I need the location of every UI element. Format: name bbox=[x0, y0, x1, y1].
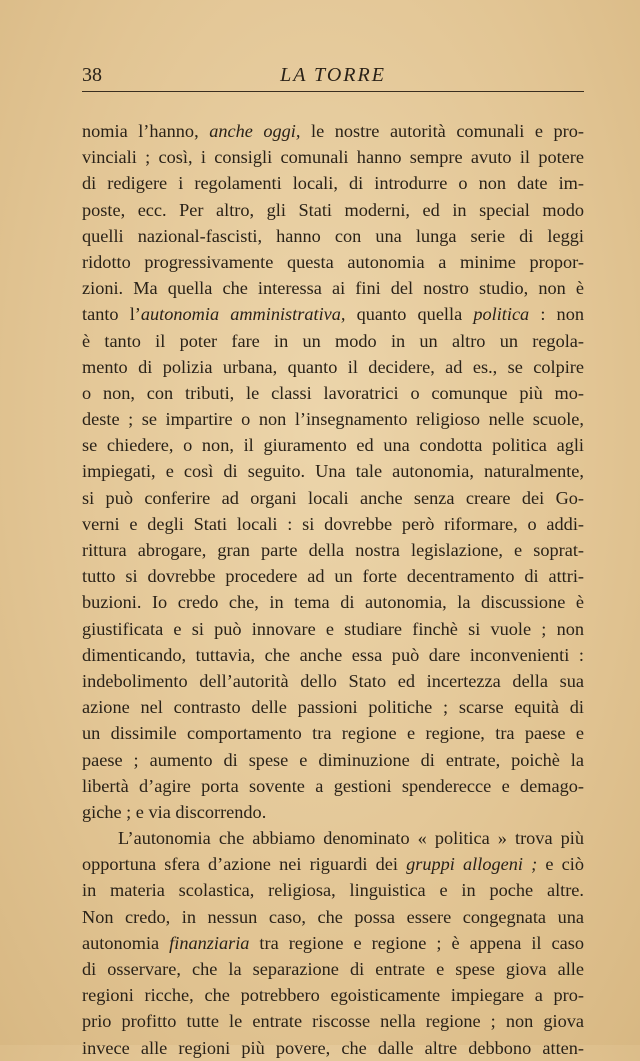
text-segment: Non credo, in nessun caso, che possa essere congegnata una bbox=[82, 906, 584, 927]
text-segment: tutto si dovrebbe procedere ad un forte decentramento di attri- bbox=[82, 566, 584, 587]
text-line bbox=[82, 249, 584, 275]
text-segment: indebolimento dell’autorità dello Stato ed incertezza della sua bbox=[82, 670, 584, 691]
text-line bbox=[82, 511, 584, 537]
text-line bbox=[82, 956, 584, 982]
text-segment: verni e degli Stati locali : si dovrebbe però riformare, o addi- bbox=[82, 513, 584, 534]
text-segment: quanto quella bbox=[345, 304, 474, 325]
text-segment: le nostre autorità comunali e pro- bbox=[300, 121, 584, 141]
text-line bbox=[82, 930, 584, 956]
italic-segment: finanziaria bbox=[169, 932, 250, 953]
text-segment: tra regione e regione ; è appena il caso bbox=[249, 932, 584, 953]
text-segment: e ciò bbox=[537, 854, 584, 875]
text-line bbox=[82, 799, 584, 825]
text-line bbox=[82, 354, 584, 380]
text-line bbox=[82, 773, 584, 799]
italic-segment: anche oggi, bbox=[209, 121, 301, 141]
paragraph-2 bbox=[82, 825, 584, 1061]
text-segment: deste ; se impartire o non l’insegnamento religioso nelle scuole, bbox=[82, 409, 584, 430]
text-segment: libertà d’agire porta sovente a gestioni spenderecce e demago- bbox=[82, 775, 584, 796]
text-line bbox=[82, 877, 584, 903]
text-line bbox=[82, 380, 584, 406]
page-number: 38 bbox=[82, 64, 102, 86]
text-segment: quelli nazional-fascisti, hanno con una lunga serie di leggi bbox=[82, 225, 584, 246]
text-segment: nomia l’hanno, bbox=[82, 121, 210, 141]
text-segment: buzioni. Io credo che, in tema di autonomia, la discussione è bbox=[82, 592, 584, 613]
text-segment: impiegati, e così di seguito. Una tale autonomia, naturalmente, bbox=[82, 461, 584, 482]
italic-segment: autonomia amministrativa, bbox=[140, 304, 346, 325]
text-line bbox=[82, 589, 584, 615]
text-segment: è tanto il poter fare in un modo in un altro un regola- bbox=[82, 330, 584, 351]
text-line bbox=[82, 747, 584, 773]
text-segment: mento di polizia urbana, quanto il decidere, ad es., se colpire bbox=[82, 356, 584, 377]
header-rule bbox=[82, 91, 584, 92]
text-segment: di osservare, che la separazione di entrate e spese giova alle bbox=[82, 959, 584, 979]
text-segment: : non bbox=[529, 304, 584, 325]
body-text bbox=[82, 118, 584, 1061]
text-line bbox=[82, 720, 584, 746]
running-title: LA TORRE bbox=[280, 64, 386, 86]
text-segment: giche ; e via discorrendo. bbox=[82, 801, 267, 822]
text-line bbox=[82, 537, 584, 563]
italic-segment: politica bbox=[473, 304, 530, 325]
text-line bbox=[82, 406, 584, 432]
text-line bbox=[82, 118, 584, 144]
text-line bbox=[82, 275, 584, 301]
text-line bbox=[82, 197, 584, 223]
text-segment: L’autonomia che abbiamo denominato « politica » trova più bbox=[118, 828, 584, 849]
text-line bbox=[82, 563, 584, 589]
text-segment: in materia scolastica, religiosa, linguistica e in poche altre. bbox=[82, 880, 584, 901]
text-line bbox=[82, 851, 584, 877]
text-segment: o non, con tributi, le classi lavoratrici o comunque più mo- bbox=[82, 382, 584, 403]
text-line bbox=[82, 825, 584, 851]
text-line bbox=[82, 144, 584, 170]
text-segment: poste, ecc. Per altro, gli Stati moderni, ed in special modo bbox=[82, 199, 584, 220]
text-line bbox=[82, 904, 584, 930]
text-segment: opportuna sfera d’azione nei riguardi dei bbox=[82, 854, 407, 875]
text-line bbox=[82, 1035, 584, 1061]
text-line bbox=[82, 694, 584, 720]
text-segment: zioni. Ma quella che interessa ai fini del nostro studio, non è bbox=[82, 278, 584, 299]
text-line bbox=[82, 458, 584, 484]
paragraph-1 bbox=[82, 118, 584, 825]
text-segment: tanto l’ bbox=[82, 304, 141, 325]
text-segment: di redigere i regolamenti locali, di introdurre o non date im- bbox=[82, 173, 584, 194]
page-header bbox=[82, 62, 584, 90]
text-segment: invece alle regioni più povere, che dalle altre debbono atten- bbox=[82, 1037, 584, 1058]
text-segment: paese ; aumento di spese e diminuzione di entrate, poichè la bbox=[82, 749, 584, 770]
text-line bbox=[82, 982, 584, 1008]
text-line bbox=[82, 223, 584, 249]
text-line bbox=[82, 642, 584, 668]
text-line bbox=[82, 668, 584, 694]
text-segment: dimenticando, tuttavia, che anche essa può dare inconvenienti : bbox=[82, 644, 584, 665]
text-line bbox=[82, 301, 584, 327]
text-line bbox=[82, 616, 584, 642]
text-line bbox=[82, 328, 584, 354]
text-line bbox=[82, 1008, 584, 1034]
italic-segment: gruppi allogeni ; bbox=[406, 854, 538, 875]
text-segment: se chiedere, o non, il giuramento ed una condotta politica agli bbox=[82, 435, 584, 456]
text-segment: vinciali ; così, i consigli comunali hanno sempre avuto il potere bbox=[82, 147, 584, 168]
text-segment: autonomia bbox=[82, 932, 170, 953]
text-line bbox=[82, 432, 584, 458]
text-segment: rittura abrogare, gran parte della nostra legislazione, e soprat- bbox=[82, 540, 584, 560]
text-line bbox=[82, 485, 584, 511]
text-segment: regioni ricche, che potrebbero egoisticamente impiegare a pro- bbox=[82, 985, 584, 1006]
text-segment: un dissimile comportamento tra regione e regione, tra paese e bbox=[82, 723, 584, 744]
text-segment: giustificata e si può innovare e studiare finchè si vuole ; non bbox=[82, 618, 584, 639]
text-segment: azione nel contrasto delle passioni politiche ; scarse equità di bbox=[82, 697, 584, 718]
text-segment: prio profitto tutte le entrate riscosse nella regione ; non giova bbox=[82, 1011, 584, 1032]
text-line bbox=[82, 170, 584, 196]
text-segment: si può conferire ad organi locali anche senza creare dei Go- bbox=[82, 487, 584, 508]
text-segment: ridotto progressivamente questa autonomia a minime propor- bbox=[82, 251, 584, 272]
